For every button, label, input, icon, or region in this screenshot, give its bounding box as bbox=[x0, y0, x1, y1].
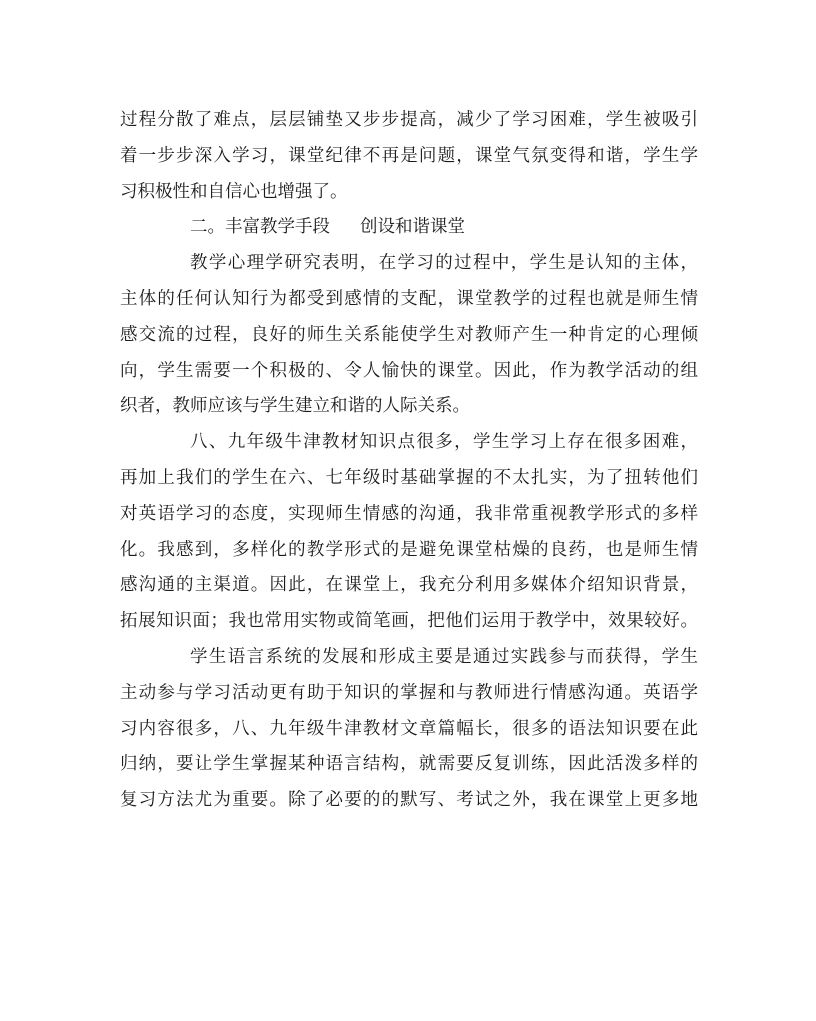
text-line: 主体的任何认知行为都受到感情的支配，课堂教学的过程也就是师生情 bbox=[120, 288, 698, 309]
text-line: 感沟通的主渠道。因此，在课堂上，我充分利用多媒体介绍知识背景， bbox=[120, 575, 698, 596]
text-line: 归纳，要让学生掌握某种语言结构，就需要反复训练，因此活泼多样的 bbox=[120, 754, 698, 775]
text-line: 感交流的过程，良好的师生关系能使学生对教师产生一种肯定的心理倾 bbox=[120, 324, 698, 345]
text-line: 习内容很多，八、九年级牛津教材文章篇幅长，很多的语法知识要在此 bbox=[120, 718, 698, 739]
section-heading-part1: 二。丰富教学手段 bbox=[190, 217, 330, 238]
text-line: 织者，教师应该与学生建立和谐的人际关系。 bbox=[120, 396, 470, 417]
text-line: 向，学生需要一个积极的、令人愉快的课堂。因此，作为教学活动的组 bbox=[120, 360, 698, 381]
text-line: 过程分散了难点，层层铺垫又步步提高，减少了学习困难，学生被吸引 bbox=[120, 110, 698, 130]
text-line: 着一步步深入学习，课堂纪律不再是问题，课堂气氛变得和谐，学生学 bbox=[120, 145, 698, 166]
text-line: 对英语学习的态度，实现师生情感的沟通，我非常重视教学形式的多样 bbox=[120, 503, 698, 524]
text-line: 化。我感到，多样化的教学形式的是避免课堂枯燥的良药，也是师生情 bbox=[120, 539, 698, 560]
text-line: 八、九年级牛津教材知识点很多，学生学习上存在很多困难， bbox=[190, 432, 698, 453]
text-line: 再加上我们的学生在六、七年级时基础掌握的不太扎实，为了扭转他们 bbox=[120, 467, 698, 488]
text-line: 学生语言系统的发展和形成主要是通过实践参与而获得，学生 bbox=[190, 646, 698, 667]
text-line: 习积极性和自信心也增强了。 bbox=[120, 181, 348, 202]
text-line: 拓展知识面；我也常用实物或简笔画，把他们运用于教学中，效果较好。 bbox=[120, 611, 698, 632]
text-line: 主动参与学习活动更有助于知识的掌握和与教师进行情感沟通。英语学 bbox=[120, 682, 698, 703]
body-text bbox=[120, 103, 698, 819]
section-heading bbox=[120, 210, 698, 246]
section-heading-part2: 创设和谐课堂 bbox=[360, 217, 465, 238]
text-line: 教学心理学研究表明，在学习的过程中，学生是认知的主体， bbox=[190, 253, 698, 274]
text-line: 复习方法尤为重要。除了必要的的默写、考试之外，我在课堂上更多地 bbox=[120, 790, 698, 811]
